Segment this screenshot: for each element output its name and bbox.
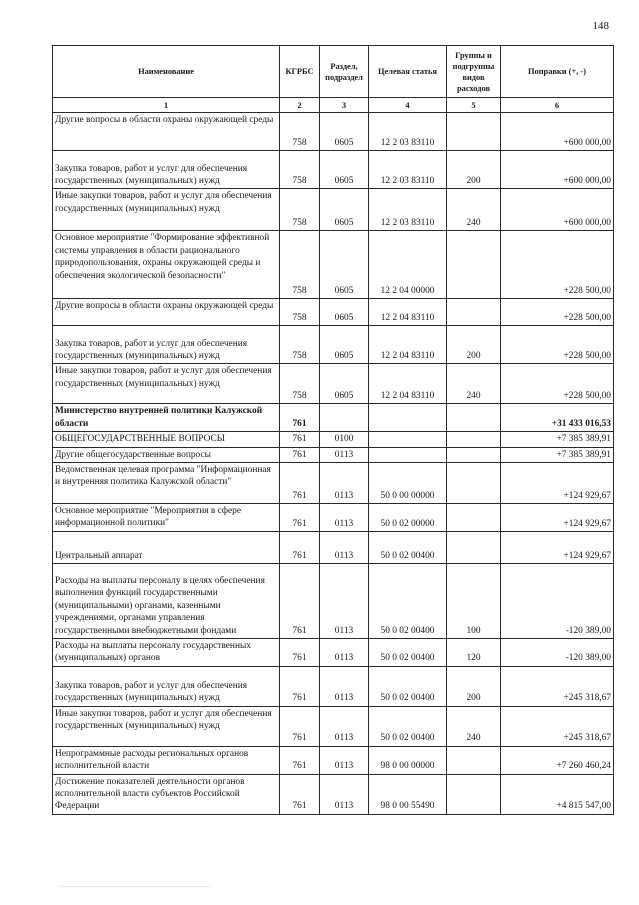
row-amount: +124 929,67 <box>501 504 614 532</box>
row-name: Закупка товаров, работ и услуг для обеспечения государственных (муниципальных) нужд <box>53 326 280 364</box>
row-section: 0605 <box>320 231 369 299</box>
row-group <box>447 774 501 814</box>
table-row <box>53 113 614 151</box>
row-group <box>447 113 501 151</box>
row-name: Непрограммные расходы региональных органов исполнительной власти <box>53 746 280 774</box>
row-target: 50 0 02 00400 <box>369 666 447 706</box>
row-section: 0113 <box>320 746 369 774</box>
row-name: Расходы на выплаты персоналу государственных (муниципальных) органов <box>53 639 280 667</box>
row-kgrbs: 758 <box>280 113 320 151</box>
row-section: 0605 <box>320 299 369 326</box>
row-section: 0605 <box>320 113 369 151</box>
row-name: Ведомственная целевая программа "Информационная и внутренняя политика Калужской области" <box>53 463 280 504</box>
row-kgrbs: 761 <box>280 564 320 639</box>
header-kgrbs: КГРБС <box>280 46 320 98</box>
row-kgrbs: 761 <box>280 447 320 462</box>
row-group <box>447 299 501 326</box>
row-amount: +4 815 547,00 <box>501 774 614 814</box>
row-target: 50 0 02 00400 <box>369 564 447 639</box>
row-name: Иные закупки товаров, работ и услуг для обеспечения государственных (муниципальных) нужд <box>53 189 280 231</box>
table-row <box>53 463 614 504</box>
row-target: 98 0 00 00000 <box>369 746 447 774</box>
row-target <box>369 404 447 432</box>
row-group: 120 <box>447 639 501 667</box>
table-row <box>53 774 614 814</box>
row-kgrbs: 761 <box>280 504 320 532</box>
table-row <box>53 564 614 639</box>
row-group <box>447 447 501 462</box>
row-amount: +228 500,00 <box>501 326 614 364</box>
row-amount: +228 500,00 <box>501 364 614 404</box>
table-body <box>53 113 614 814</box>
row-kgrbs: 758 <box>280 326 320 364</box>
table-row <box>53 532 614 564</box>
table-row <box>53 326 614 364</box>
column-number: 1 <box>53 98 280 113</box>
table-row <box>53 231 614 299</box>
row-section: 0113 <box>320 639 369 667</box>
column-number: 3 <box>320 98 369 113</box>
row-name: Другие общегосударственные вопросы <box>53 447 280 462</box>
row-group: 100 <box>447 564 501 639</box>
row-amount: +245 318,67 <box>501 666 614 706</box>
table-row <box>53 299 614 326</box>
row-target: 12 2 04 83110 <box>369 364 447 404</box>
row-group <box>447 432 501 447</box>
row-amount: +124 929,67 <box>501 463 614 504</box>
row-kgrbs: 761 <box>280 746 320 774</box>
row-group: 200 <box>447 666 501 706</box>
table-row <box>53 364 614 404</box>
row-target: 12 2 04 00000 <box>369 231 447 299</box>
row-kgrbs: 761 <box>280 432 320 447</box>
row-kgrbs: 761 <box>280 463 320 504</box>
row-amount: +31 433 016,53 <box>501 404 614 432</box>
row-kgrbs: 761 <box>280 639 320 667</box>
table-row <box>53 151 614 189</box>
row-target: 12 2 03 83110 <box>369 189 447 231</box>
row-group: 200 <box>447 326 501 364</box>
row-amount: +245 318,67 <box>501 706 614 746</box>
table-row <box>53 639 614 667</box>
header-amendments: Поправки (+, -) <box>501 46 614 98</box>
row-target: 98 0 00 55490 <box>369 774 447 814</box>
row-name: Расходы на выплаты персоналу в целях обеспечения выполнения функций государственными (муниципальными) органами, казенными учреждениями, органами управления государственными внебюджетными фондами <box>53 564 280 639</box>
row-name: Достижение показателей деятельности органов исполнительной власти субъектов Российской Федерации <box>53 774 280 814</box>
row-target: 12 2 04 83110 <box>369 326 447 364</box>
row-target: 12 2 03 83110 <box>369 151 447 189</box>
row-name: ОБЩЕГОСУДАРСТВЕННЫЕ ВОПРОСЫ <box>53 432 280 447</box>
row-section: 0605 <box>320 364 369 404</box>
budget-amendments-table <box>52 45 614 815</box>
row-target: 50 0 00 00000 <box>369 463 447 504</box>
row-section <box>320 404 369 432</box>
row-amount: +7 385 389,91 <box>501 447 614 462</box>
row-group <box>447 532 501 564</box>
row-section: 0113 <box>320 774 369 814</box>
row-name: Иные закупки товаров, работ и услуг для обеспечения государственных (муниципальных) нужд <box>53 706 280 746</box>
row-group: 240 <box>447 364 501 404</box>
row-section: 0605 <box>320 189 369 231</box>
row-group: 240 <box>447 706 501 746</box>
row-section: 0113 <box>320 532 369 564</box>
row-section: 0605 <box>320 151 369 189</box>
table-row <box>53 746 614 774</box>
row-amount: +600 000,00 <box>501 113 614 151</box>
row-name: Основное мероприятие "Формирование эффективной системы управления в области рационального природопользования, охраны окружающей среды и обеспечения экологической безопасности" <box>53 231 280 299</box>
row-target: 12 2 03 83110 <box>369 113 447 151</box>
row-amount: +7 260 460,24 <box>501 746 614 774</box>
row-amount: -120 389,00 <box>501 639 614 667</box>
row-section: 0605 <box>320 326 369 364</box>
row-target: 12 2 04 83110 <box>369 299 447 326</box>
table-header-row <box>53 46 614 98</box>
row-section: 0113 <box>320 666 369 706</box>
header-target: Целевая статья <box>369 46 447 98</box>
header-name: Наименование <box>53 46 280 98</box>
row-section: 0113 <box>320 504 369 532</box>
row-amount: +600 000,00 <box>501 151 614 189</box>
row-kgrbs: 758 <box>280 299 320 326</box>
faint-signature-mark <box>60 880 210 887</box>
table-row <box>53 666 614 706</box>
row-amount: +228 500,00 <box>501 299 614 326</box>
row-section: 0113 <box>320 564 369 639</box>
row-target <box>369 432 447 447</box>
row-name: Закупка товаров, работ и услуг для обеспечения государственных (муниципальных) нужд <box>53 666 280 706</box>
row-target <box>369 447 447 462</box>
row-kgrbs: 758 <box>280 231 320 299</box>
table-row <box>53 189 614 231</box>
row-group <box>447 231 501 299</box>
row-target: 50 0 02 00000 <box>369 504 447 532</box>
row-kgrbs: 761 <box>280 666 320 706</box>
row-kgrbs: 761 <box>280 532 320 564</box>
row-amount: +124 929,67 <box>501 532 614 564</box>
header-section: Раздел, подраздел <box>320 46 369 98</box>
row-kgrbs: 761 <box>280 706 320 746</box>
column-number: 2 <box>280 98 320 113</box>
row-kgrbs: 758 <box>280 364 320 404</box>
row-kgrbs: 758 <box>280 189 320 231</box>
row-section: 0113 <box>320 447 369 462</box>
row-group <box>447 504 501 532</box>
row-section: 0100 <box>320 432 369 447</box>
row-group <box>447 746 501 774</box>
row-section: 0113 <box>320 706 369 746</box>
row-amount: +228 500,00 <box>501 231 614 299</box>
row-kgrbs: 761 <box>280 404 320 432</box>
row-group: 240 <box>447 189 501 231</box>
header-groups: Группы и подгруппы видов расходов <box>447 46 501 98</box>
table-row <box>53 447 614 462</box>
column-number: 4 <box>369 98 447 113</box>
row-section: 0113 <box>320 463 369 504</box>
column-number: 5 <box>447 98 501 113</box>
row-name: Иные закупки товаров, работ и услуг для обеспечения государственных (муниципальных) нужд <box>53 364 280 404</box>
row-name: Закупка товаров, работ и услуг для обеспечения государственных (муниципальных) нужд <box>53 151 280 189</box>
row-amount: +7 385 389,91 <box>501 432 614 447</box>
table-row <box>53 504 614 532</box>
row-group <box>447 463 501 504</box>
column-number: 6 <box>501 98 614 113</box>
column-number-row <box>53 98 614 113</box>
row-target: 50 0 02 00400 <box>369 706 447 746</box>
page-number: 148 <box>592 20 609 32</box>
row-group: 200 <box>447 151 501 189</box>
row-target: 50 0 02 00400 <box>369 532 447 564</box>
row-amount: -120 389,00 <box>501 564 614 639</box>
row-name: Министерство внутренней политики Калужской области <box>53 404 280 432</box>
row-kgrbs: 761 <box>280 774 320 814</box>
row-target: 50 0 02 00400 <box>369 639 447 667</box>
table-row <box>53 432 614 447</box>
row-amount: +600 000,00 <box>501 189 614 231</box>
table-row <box>53 404 614 432</box>
row-name: Другие вопросы в области охраны окружающей среды <box>53 113 280 151</box>
row-group <box>447 404 501 432</box>
row-kgrbs: 758 <box>280 151 320 189</box>
row-name: Основное мероприятие "Мероприятия в сфере информационной политики" <box>53 504 280 532</box>
row-name: Центральный аппарат <box>53 532 280 564</box>
table-row <box>53 706 614 746</box>
row-name: Другие вопросы в области охраны окружающей среды <box>53 299 280 326</box>
